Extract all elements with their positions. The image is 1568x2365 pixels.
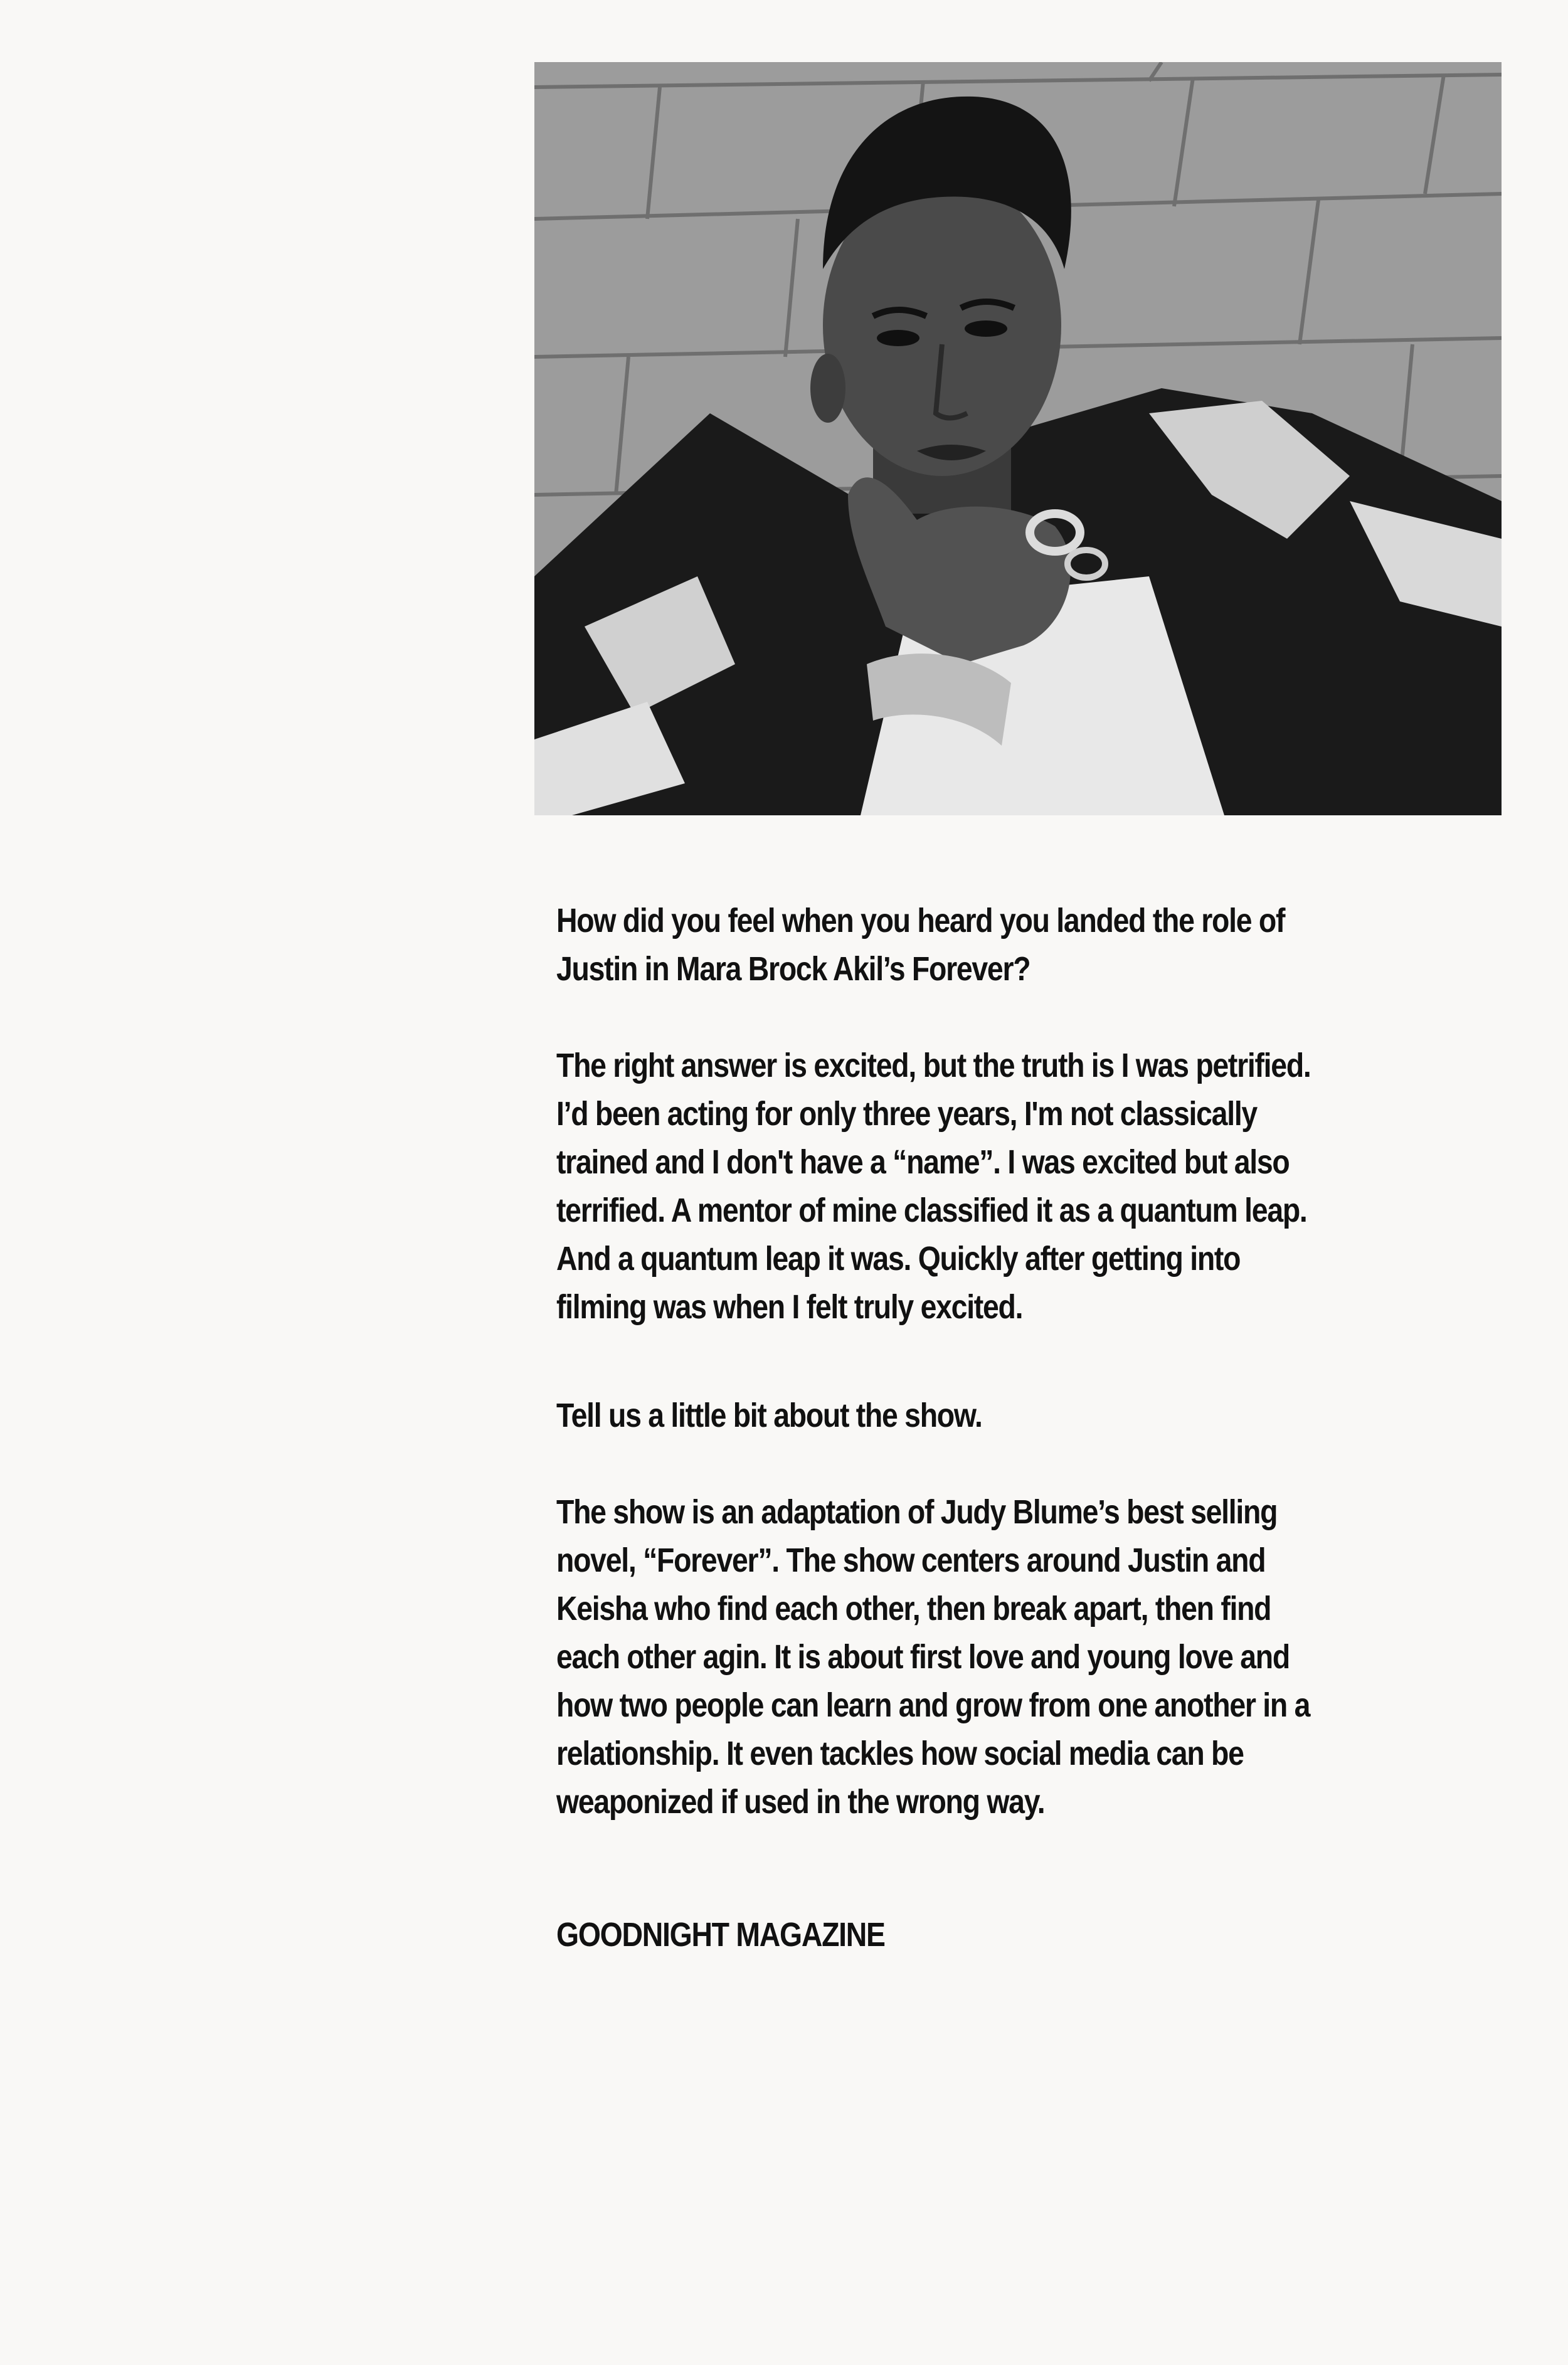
answer-2-line: Keisha who find each other, then break apart, then find — [556, 1590, 1271, 1627]
portrait-illustration — [534, 62, 1502, 815]
question-2-line: Tell us a little bit about the show. — [556, 1397, 982, 1434]
answer-1-line: terrified. A mentor of mine classified it as a quantum leap. — [556, 1192, 1307, 1229]
interview-article — [556, 897, 1510, 1959]
answer-2 — [556, 1488, 1510, 1826]
answer-1-line: And a quantum leap it was. Quickly after getting into — [556, 1240, 1241, 1278]
portrait-photo — [534, 62, 1502, 815]
answer-1-line: filming was when I felt truly excited. — [556, 1288, 1023, 1326]
question-1 — [556, 897, 1510, 993]
answer-1 — [556, 1042, 1510, 1331]
question-1-line: How did you feel when you heard you landed the role of — [556, 902, 1285, 939]
answer-2-line: each other agin. It is about first love and young love and — [556, 1638, 1290, 1676]
answer-2-line: novel, “Forever”. The show centers around Justin and — [556, 1542, 1266, 1579]
signature-text: GOODNIGHT MAGAZINE — [556, 1916, 885, 1954]
answer-1-line: I’d been acting for only three years, I'm not classically — [556, 1095, 1257, 1133]
answer-2-line: weaponized if used in the wrong way. — [556, 1783, 1045, 1821]
question-1-line: Justin in Mara Brock Akil’s Forever? — [556, 950, 1030, 988]
magazine-signature — [556, 1911, 1510, 1959]
question-2 — [556, 1392, 1510, 1440]
answer-2-line: relationship. It even tackles how social media can be — [556, 1735, 1244, 1772]
answer-2-line: how two people can learn and grow from one another in a — [556, 1686, 1310, 1724]
answer-1-line: The right answer is excited, but the truth is I was petrified. — [556, 1047, 1311, 1084]
answer-1-line: trained and I don't have a “name”. I was excited but also — [556, 1143, 1290, 1181]
answer-2-line: The show is an adaptation of Judy Blume’s best selling — [556, 1493, 1278, 1531]
